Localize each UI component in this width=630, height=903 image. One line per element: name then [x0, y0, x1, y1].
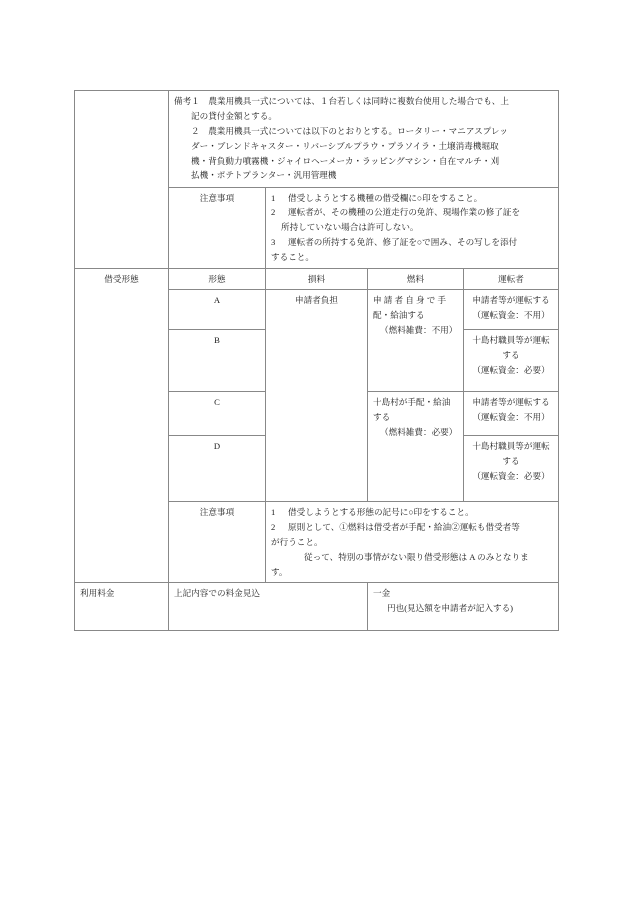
table-row-remarks	[75, 91, 559, 188]
table-row-form-header	[75, 268, 559, 290]
form-letter-c-cell[interactable]	[169, 392, 266, 436]
form-letter-c: C	[214, 397, 220, 408]
fuel-ab-line2: 配・給油する	[373, 310, 425, 321]
notice-upper-item-2-cont: 所持していない場合は許可しない。	[281, 222, 419, 233]
notice-upper-item-3	[271, 235, 553, 250]
damage-value: 申請者負担	[295, 295, 338, 306]
column-header-fuel-label: 燃料	[406, 273, 425, 284]
notice-upper-item-3-cont: すること。	[271, 251, 314, 262]
fee-label-cell	[75, 583, 169, 631]
remarks-cell	[169, 91, 559, 188]
column-header-driver	[464, 268, 559, 290]
column-header-damage-label: 損料	[307, 273, 326, 284]
driver-b-line3: （運転資金：必要）	[472, 364, 550, 375]
borrow-form-label: 借受形態	[104, 273, 139, 284]
notice-upper-item-2-text: 運転者が、その機種の公道走行の免許、現場作業の修了証を	[288, 207, 521, 218]
notice-upper-item-2	[271, 205, 553, 220]
fuel-cd-line2: する	[373, 412, 391, 423]
driver-a-line1: 申請者等が運転する	[472, 295, 550, 306]
notice-upper-cell	[266, 187, 559, 268]
remark-2-head: ２ 農業用機具一式については以下のとおりとする。ロータリー・マニアスプレッ	[191, 126, 509, 137]
driver-a-line2: （運転資金：不用）	[472, 310, 550, 321]
fuel-cell-ab	[368, 290, 464, 392]
form-letter-b-cell[interactable]	[169, 330, 266, 392]
notice-upper-item-1-number: 1	[271, 192, 276, 203]
column-header-driver-label: 運転者	[498, 273, 524, 284]
driver-b-line2: する	[502, 350, 520, 361]
fuel-cd-line1: 十島村が手配・給油	[373, 397, 451, 408]
form-letter-d: D	[213, 441, 221, 452]
notice-lower-item-1-text: 借受しようとする形態の記号に○印をすること。	[288, 507, 474, 518]
fee-description-cell	[169, 583, 368, 631]
notice-lower-item-1	[271, 505, 553, 520]
remark-2-cont-3: 払機・ポテトプランター・汎用管理機	[191, 170, 337, 181]
driver-d-line2: する	[502, 456, 520, 467]
notice-lower-label: 注意事項	[199, 507, 235, 518]
damage-value-cell	[266, 290, 368, 502]
remark-2-cont-1: ダー・ブレンドキャスター・リバーシブルプラウ・プラソイラ・土壌消毒機堀取	[191, 140, 499, 151]
fuel-ab-line3: （燃料雑費：不用）	[380, 324, 458, 335]
fuel-ab-line1: 申 請 者 自 身 で 手	[373, 295, 447, 306]
form-letter-d-cell[interactable]	[169, 436, 266, 502]
form-letter-a: A	[213, 295, 221, 306]
notice-upper-label: 注意事項	[199, 192, 235, 203]
remark-item-2	[174, 124, 553, 183]
driver-d-line1: 十島村職員等が運転	[472, 441, 550, 452]
remark-item-1	[174, 94, 553, 124]
driver-cell-c	[464, 392, 559, 436]
fee-amount-cell[interactable]	[368, 583, 559, 631]
fuel-cell-cd	[368, 392, 464, 502]
driver-cell-d	[464, 436, 559, 502]
notice-upper-label-cell	[169, 187, 266, 268]
remark-1-cont: 記の貸付金額とする。	[191, 110, 277, 121]
notice-lower-label-cell	[169, 502, 266, 583]
notice-upper-item-2-number: 2	[271, 207, 276, 218]
column-header-fuel	[368, 268, 464, 290]
column-header-form	[169, 268, 266, 290]
notice-upper-item-3-text: 運転者の所持する免許、修了証を○で囲み、その写しを添付	[288, 237, 518, 248]
fuel-cd-line3: （燃料雑費：必要）	[380, 426, 458, 437]
form-letter-a-cell[interactable]	[169, 290, 266, 330]
notice-lower-cell	[266, 502, 559, 583]
driver-cell-b	[464, 330, 559, 392]
notice-lower-item-2-text: 原則として、①燃料は借受者が手配・給油②運転も借受者等	[288, 522, 520, 533]
driver-b-line1: 十島村職員等が運転	[472, 335, 550, 346]
form-letter-b: B	[214, 335, 220, 346]
remark-2-cont-2: 機・背負動力噴霧機・ジャイロヘーメーカ・ラッピングマシン・自在マルチ・刈	[191, 155, 500, 166]
borrow-form-row-label-cell	[75, 268, 169, 583]
notice-lower-item-2-number: 2	[271, 522, 276, 533]
notice-upper-item-1-text: 借受しようとする機種の借受欄に○印をすること。	[288, 192, 483, 203]
remark-1-head: 備考１ 農業用機具一式については、１台若しくは同時に複数台使用した場合でも、上	[174, 96, 509, 106]
fee-description: 上記内容での料金見込	[174, 588, 260, 599]
fee-amount-line1: 一金	[373, 588, 391, 599]
application-fee-table	[74, 90, 559, 631]
fee-amount-line2: 円也(見込額を申請者が記入する)	[387, 603, 514, 614]
column-header-form-label: 形態	[208, 273, 226, 284]
fee-label: 利用料金	[80, 588, 115, 599]
notice-lower-item-2-cont: が行うこと。	[271, 536, 323, 547]
column-header-damage	[266, 268, 368, 290]
notice-lower-conclusion-2: す。	[271, 566, 288, 577]
driver-c-line2: （運転資金：不用）	[472, 412, 550, 423]
notice-upper-item-3-number: 3	[271, 237, 276, 248]
driver-c-line1: 申請者等が運転する	[472, 397, 550, 408]
notice-upper-item-1	[271, 191, 553, 206]
notice-lower-conclusion-1: 従って、特別の事情がない限り借受形態は A のみとなりま	[304, 551, 529, 562]
remarks-row-label-cell	[75, 91, 169, 269]
notice-lower-item-2	[271, 520, 553, 535]
notice-lower-item-1-number: 1	[271, 507, 276, 518]
table-row-fee	[75, 583, 559, 631]
driver-cell-a	[464, 290, 559, 330]
driver-d-line3: （運転資金：必要）	[472, 470, 550, 481]
